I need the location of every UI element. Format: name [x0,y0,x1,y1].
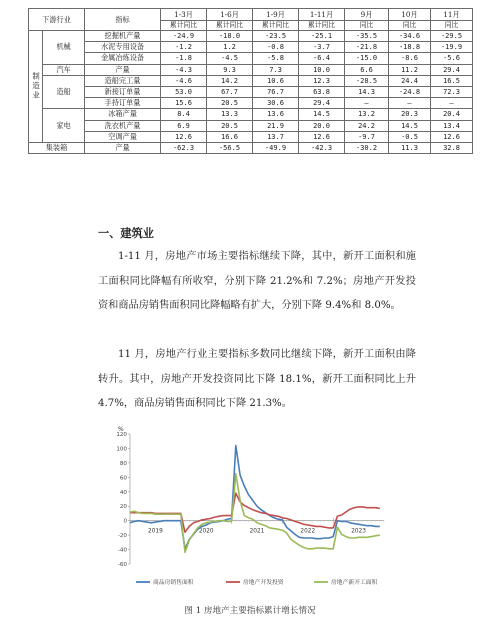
table-row [29,75,473,86]
value-cell: -28.5 [345,75,389,86]
value-cell: 14.3 [345,87,389,98]
value-cell: -35.5 [345,31,389,42]
indicator-cell: 金属冶炼设备 [85,53,161,64]
value-cell: 12.3 [299,75,345,86]
value-cell: 16.5 [431,75,473,86]
value-cell: 11.2 [389,64,431,75]
value-cell: 20.0 [299,120,345,131]
value-cell: 14.5 [389,120,431,131]
series-line [130,493,380,532]
y-tick-label: 120 [116,432,127,438]
year-label: 2021 [249,528,265,535]
value-cell: 63.8 [299,87,345,98]
value-cell: -49.9 [253,143,299,154]
header-industry: 下游行业 [29,9,85,31]
value-cell: 20.5 [207,98,253,109]
indicator-cell: 手持订单量 [85,98,161,109]
header-sub: 累计同比 [161,21,207,31]
section-heading: 一、建筑业 [98,227,154,240]
group-cell: 家电 [43,109,85,143]
value-cell: 13.2 [345,109,389,120]
indicator-cell: 水泥专用设备 [85,42,161,53]
value-cell: -42.3 [299,143,345,154]
value-cell: 13.6 [253,109,299,120]
value-cell: -1.2 [161,42,207,53]
year-label: 2022 [300,528,316,535]
value-cell: 6.9 [161,120,207,131]
header-sub: 同比 [431,21,473,31]
table-row [29,64,473,75]
table-row [29,131,473,142]
value-cell: 12.6 [431,131,473,142]
y-tick-label: 0 [123,518,127,525]
header-period: 9月 [345,9,389,21]
value-cell: -5.6 [431,53,473,64]
indicator-cell: 造船完工量 [85,75,161,86]
table-row [29,98,473,109]
value-cell: -0.8 [253,42,299,53]
value-cell: 14.2 [207,75,253,86]
indicator-cell: 冰箱产量 [85,109,161,120]
value-cell: -15.0 [345,53,389,64]
value-cell: 30.6 [253,98,299,109]
value-cell: -25.1 [299,31,345,42]
header-sub: 累计同比 [207,21,253,31]
value-cell: — [345,98,389,109]
indicator-cell: 产量 [85,143,161,154]
value-cell: -56.5 [207,143,253,154]
y-tick-label: 20 [119,504,127,511]
value-cell: 32.8 [431,143,473,154]
header-period: 10月 [389,9,431,21]
value-cell: — [431,98,473,109]
legend-label: 房地产新开工面积 [331,580,378,586]
group-cell: 机械 [43,31,85,65]
value-cell: 13.3 [207,109,253,120]
y-tick-label: 40 [119,489,127,496]
indicator-cell: 洗衣机产量 [85,120,161,131]
value-cell: -4.3 [161,64,207,75]
table-body [29,31,473,154]
downstream-industry-table [28,8,473,154]
table-row [29,87,473,98]
value-cell: 67.7 [207,87,253,98]
header-sub: 同比 [389,21,431,31]
indicator-cell: 新接订单量 [85,87,161,98]
header-indicator: 指标 [85,9,161,31]
value-cell: 15.6 [161,98,207,109]
table-row [29,143,473,154]
value-cell: 29.4 [431,64,473,75]
header-period: 1-11月 [299,9,345,21]
value-cell: -24.9 [161,31,207,42]
value-cell: -30.2 [345,143,389,154]
year-label: 2020 [198,528,214,535]
header-sub: 累计同比 [253,21,299,31]
value-cell: 72.3 [431,87,473,98]
value-cell: -21.8 [345,42,389,53]
y-tick-label: 60 [119,475,127,482]
year-label: 2019 [148,528,163,535]
y-tick-label: -60 [117,562,127,568]
paragraph: 1-11 月，房地产市场主要指标继续下降，其中，新开工面积和施工面积同比降幅有所收窄，分别下降 21.2%和 7.2%；房地产开发投资和商品房销售面积同比降幅略有扩大，分别下降 9.4%和 8.0%。 [98,251,416,312]
value-cell: 1.2 [207,42,253,53]
value-cell: -3.7 [299,42,345,53]
value-cell: -1.8 [161,53,207,64]
group-cell: 汽车 [43,64,85,75]
sector-cell: 制造业 [29,31,43,143]
figure-caption: 图 1 房地产主要指标累计增长情况 [184,606,316,616]
year-label: 2023 [351,528,366,535]
indicator-cell: 产量 [85,64,161,75]
value-cell: 24.4 [389,75,431,86]
real-estate-line-chart [108,424,392,598]
value-cell: -9.7 [345,131,389,142]
table-row [29,42,473,53]
value-cell: -4.5 [207,53,253,64]
y-tick-label: -20 [117,533,127,540]
value-cell: 12.6 [161,131,207,142]
value-cell: -5.8 [253,53,299,64]
value-cell: 21.9 [253,120,299,131]
y-axis-unit: % [118,426,124,433]
value-cell: -19.9 [431,42,473,53]
header-period: 1-6月 [207,9,253,21]
header-sub: 同比 [345,21,389,31]
value-cell: 53.0 [161,87,207,98]
value-cell: -6.4 [299,53,345,64]
value-cell: -29.5 [431,31,473,42]
legend-label: 房地产开发投资 [243,580,284,586]
legend-label: 商品房销售面积 [153,580,194,586]
header-period: 11月 [431,9,473,21]
table-row [29,31,473,42]
y-tick-label: -40 [117,547,127,554]
header-period: 1-9月 [253,9,299,21]
paragraph: 11 月，房地产行业主要指标多数同比继续下降，新开工面积由降转升。其中，房地产开发投资同比下降 18.1%，新开工面积同比上升 4.7%，商品房销售面积同比下降 21.3%。 [98,349,416,410]
indicator-cell: 挖掘机产量 [85,31,161,42]
value-cell: -34.6 [389,31,431,42]
table-row [29,53,473,64]
value-cell: -23.5 [253,31,299,42]
table-header-row [29,9,473,21]
value-cell: -4.6 [161,75,207,86]
value-cell: -24.8 [389,87,431,98]
value-cell: -18.0 [207,31,253,42]
value-cell: -18.8 [389,42,431,53]
header-period: 1-3月 [161,9,207,21]
value-cell: 12.6 [299,131,345,142]
group-cell: 造船 [43,75,85,109]
table-row [29,120,473,131]
value-cell: -0.5 [389,131,431,142]
value-cell: -62.3 [161,143,207,154]
value-cell: 14.5 [299,109,345,120]
value-cell: — [389,98,431,109]
value-cell: 16.6 [207,131,253,142]
indicator-cell: 空调产量 [85,131,161,142]
y-tick-label: 80 [119,460,127,467]
value-cell: 13.7 [253,131,299,142]
value-cell: 20.5 [207,120,253,131]
value-cell: 10.6 [253,75,299,86]
value-cell: 6.6 [345,64,389,75]
header-sub: 累计同比 [299,21,345,31]
value-cell: 29.4 [299,98,345,109]
table-row [29,109,473,120]
group-cell: 集装箱 [29,143,85,154]
y-tick-label: 100 [116,446,127,453]
value-cell: 24.2 [345,120,389,131]
value-cell: 11.3 [389,143,431,154]
value-cell: 8.4 [161,109,207,120]
value-cell: 20.4 [431,109,473,120]
value-cell: -8.6 [389,53,431,64]
value-cell: 13.4 [431,120,473,131]
value-cell: 10.0 [299,64,345,75]
value-cell: 20.3 [389,109,431,120]
value-cell: 7.3 [253,64,299,75]
value-cell: 76.7 [253,87,299,98]
value-cell: 9.3 [207,64,253,75]
